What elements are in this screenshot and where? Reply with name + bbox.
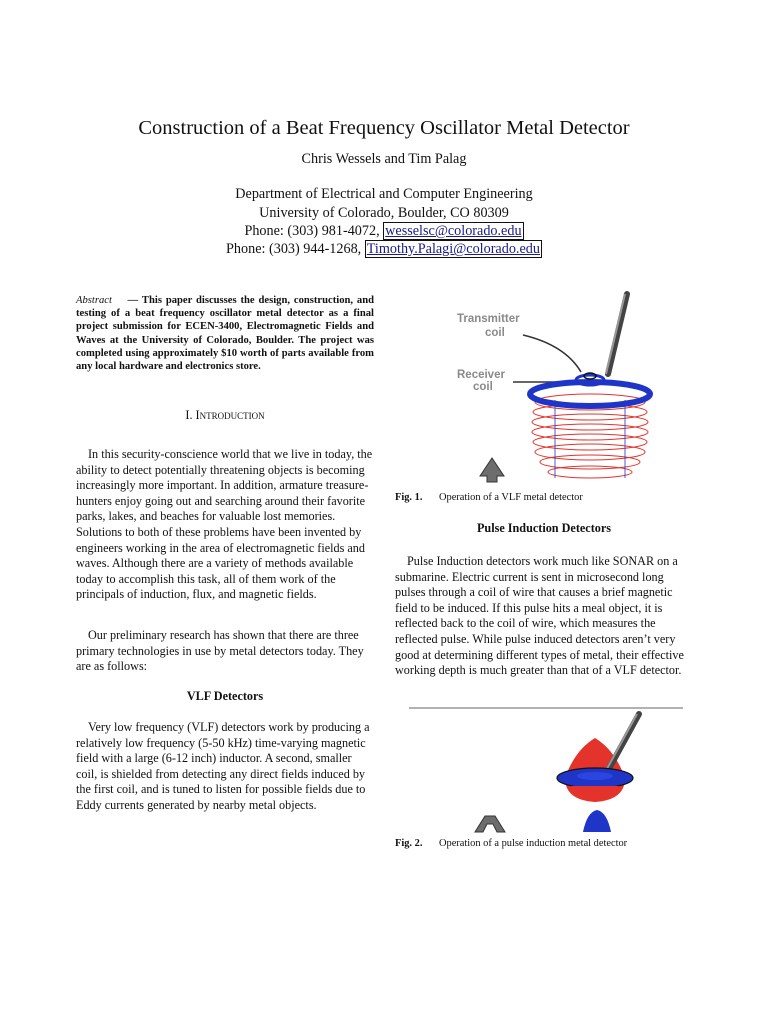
intro-paragraph-2 [76, 628, 374, 675]
abstract-dash: — [127, 295, 139, 306]
vlf-paragraph-text: Very low frequency (VLF) detectors work by producing a relatively low frequency (5-50 kHz) time-varying magnetic field with a large (6-12 inch) inductor. A second, smaller coil, is shielded from detecting any direct fields induced by the first coil, and is tuned to listen for possible fields due to Eddy currents generated by nearby metal objects. [76, 720, 370, 812]
detector-handle [605, 714, 639, 776]
vlf-heading: VLF Detectors [186, 689, 264, 703]
section-heading-introduction [76, 408, 374, 423]
intro-paragraph-2-text: Our preliminary research has shown that there are three primary technologies in use by metal detectors today. They are as follows: [76, 628, 364, 674]
abstract-text: This paper discusses the design, construction, and testing of a beat frequency oscillator metal detector as a final project submission for ECEN-3400, Electromagnetic Fields and Waves at the University of Colorado, Boulder. The project was completed using approximately $10 worth of parts available from any local hardware and electronics store. [76, 295, 374, 373]
target-object-icon [475, 816, 505, 832]
contact-line-2 [0, 241, 768, 258]
intro-paragraph-1-text: In this security-conscience world that we live in today, the ability to detect potentially threatening objects is becoming increasingly more important. In addition, armature treasure-hunters enjoy going out and searching around their favorite parks, lakes, and beaches for valuable lost memories. Solutions to both of these problems have been invented by engineers working in the area of electromagnetic fields and waves. Although there are a variety of methods available today to accomplish this task, all of them work of the principals of induction, flux, and magnetic fields. [76, 447, 373, 602]
university: University of Colorado, Boulder, CO 80309 [259, 205, 509, 221]
authors: Chris Wessels and Tim Palag [301, 151, 467, 167]
section-title: Introduction [195, 408, 265, 422]
pulse-paragraph-text: Pulse Induction detectors work much like SONAR on a submarine. Electric current is sent in microsecond long pulses through a coil of wire that causes a brief magnetic field to be induced. If this pulse hits a meal object, it is reflected back to the coil of wire, which measures the reflected pulse. While pulse induced detectors aren’t very good at determining different types of metal, their effective working depth is much greater than that of a VLF detector. [395, 554, 684, 678]
detector-handle [608, 294, 627, 374]
section-number: I. [185, 408, 193, 422]
email-link-1[interactable]: wesselsc@colorado.edu [385, 223, 522, 239]
figure-1-caption [395, 492, 693, 503]
intro-paragraph-1 [76, 447, 374, 603]
figure-1-text: Operation of a VLF metal detector [439, 492, 583, 503]
figure-2-text: Operation of a pulse induction metal detector [439, 838, 628, 849]
transmitter-pointer [523, 335, 581, 372]
pulse-heading: Pulse Induction Detectors [476, 521, 612, 535]
figure-1-number: Fig. 1. [395, 492, 423, 503]
figure-1-vlf-diagram [395, 290, 695, 488]
paper-title: Construction of a Beat Frequency Oscillator Metal Detector [138, 117, 630, 139]
detector-handle-highlight [606, 294, 625, 374]
figure-2-caption [395, 838, 693, 849]
abstract [76, 294, 374, 373]
transmitter-label-line2: coil [485, 327, 505, 339]
abstract-label: Abstract [76, 295, 112, 306]
department: Department of Electrical and Computer Engineering [235, 186, 533, 202]
figure-2-pulse-diagram [395, 700, 695, 836]
figure-2-number: Fig. 2. [395, 838, 423, 849]
phone-2: Phone: (303) 944-1268, [226, 241, 362, 257]
contact-line-1 [0, 223, 768, 240]
receiver-label-line1: Receiver [457, 369, 505, 381]
email-link-2[interactable]: Timothy.Palagi@colorado.edu [366, 241, 540, 257]
reflected-pulse [583, 810, 611, 832]
phone-1: Phone: (303) 981-4072, [244, 223, 380, 239]
pulse-paragraph [395, 554, 693, 679]
vlf-paragraph [76, 720, 374, 814]
transmitter-label-line1: Transmitter [457, 313, 520, 325]
receiver-label-line2: coil [473, 381, 493, 393]
target-object-icon [480, 458, 504, 482]
